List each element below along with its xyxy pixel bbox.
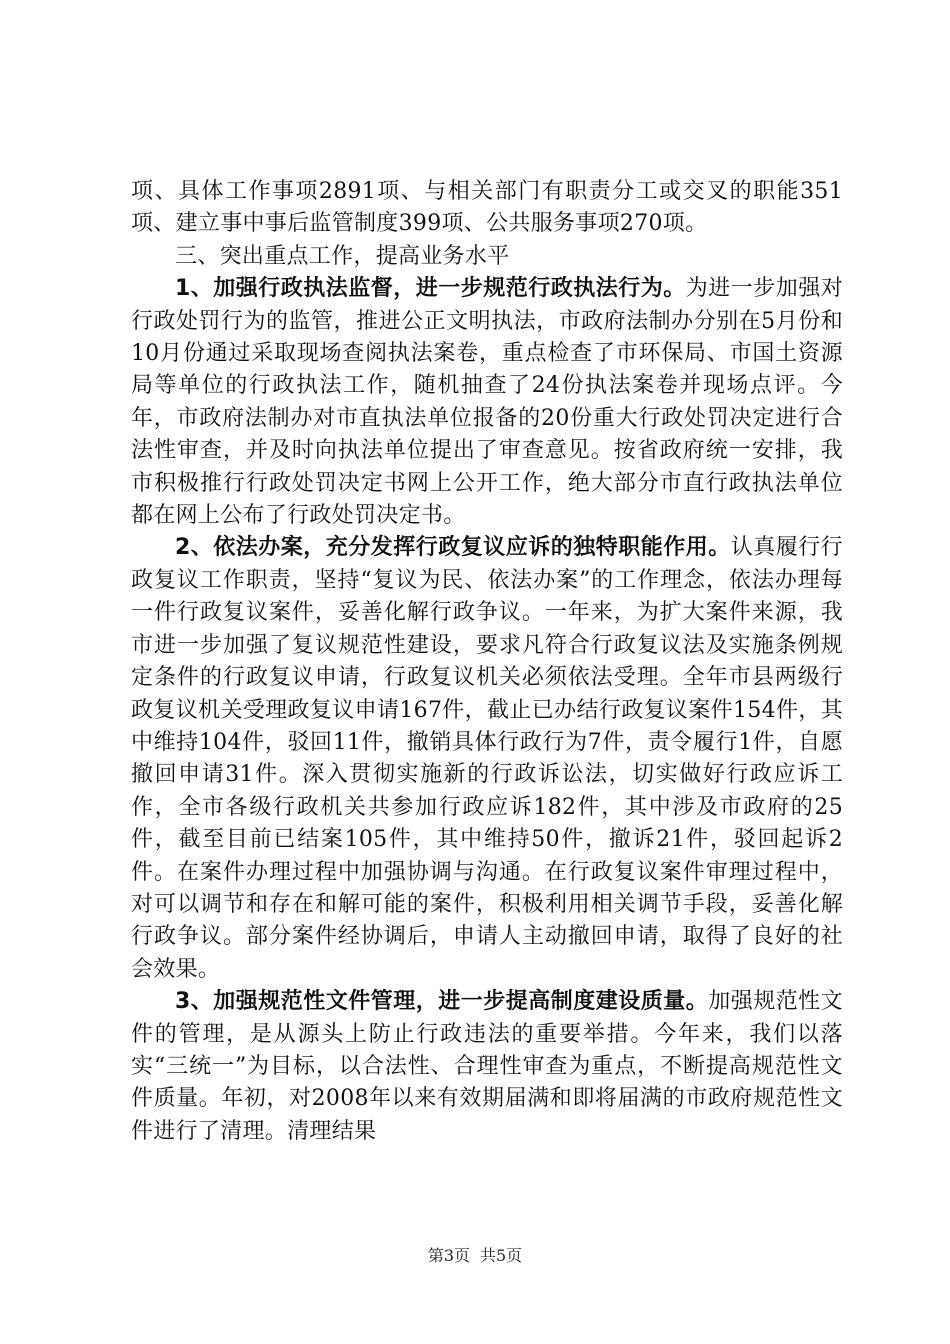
page-number: 第3页 [427, 1246, 470, 1265]
paragraph-lead: 2、依法办案，充分发挥行政复议应诉的独特职能作用。 [175, 535, 731, 561]
document-body [131, 176, 843, 1148]
paragraph-administrative-review [131, 532, 843, 986]
paragraph-enforcement-supervision [131, 273, 843, 532]
section-heading: 三、突出重点工作，提高业务水平 [175, 243, 510, 269]
paragraph-text: 加强规范性文件的管理，是从源头上防止行政违法的重要举措。今年来，我们以落实“三统一”为目标，以合法性、合理性审查为重点，不断提高规范性文件质量。年初，对2008年以来有效期届满和即将届满的市政府规范性文件进行了清理。清理结果 [131, 989, 843, 1144]
paragraph-continuation: 项、具体工作事项2891项、与相关部门有职责分工或交叉的职能351项、建立事中事后监管制度399项、公共服务事项270项。 [131, 179, 843, 237]
paragraph-lead: 1、加强行政执法监督，进一步规范行政执法行为。 [175, 276, 686, 302]
paragraph-text: 为进一步加强对行政处罚行为的监管，推进公正文明执法，市政府法制办分别在5月份和10月份通过采取现场查阅执法案卷，重点检查了市环保局、市国土资源局等单位的行政执法工作，随机抽查了24份执法案卷并现场点评。今年，市政府法制办对市直执法单位报备的20份重大行政处罚决定进行合法性审查，并及时向执法单位提出了审查意见。按省政府统一安排，我市积极推行行政处罚决定书网上公开工作，绝大部分市直行政执法单位都在网上公布了行政处罚决定书。 [131, 276, 843, 529]
page-footer [0, 1243, 950, 1266]
paragraph-normative-documents [131, 986, 843, 1148]
page-total: 共5页 [480, 1246, 523, 1265]
paragraph-lead: 3、加强规范性文件管理，进一步提高制度建设质量。 [175, 989, 709, 1015]
paragraph-text: 认真履行行政复议工作职责，坚持“复议为民、依法办案”的工作理念，依法办理每一件行政复议案件，妥善化解行政争议。一年来，为扩大案件来源，我市进一步加强了复议规范性建设，要求凡符合行政复议法及实施条例规定条件的行政复议申请，行政复议机关必须依法受理。全年市县两级行政复议机关受理政复议申请167件，截止已办结行政复议案件154件，其中维持104件，驳回11件，撤销具体行政行为7件，责令履行1件，自愿撤回申请31件。深入贯彻实施新的行政诉讼法，切实做好行政应诉工作，全市各级行政机关共参加行政应诉182件，其中涉及市政府的25件，截至目前已结案105件，其中维持50件，撤诉21件，驳回起诉2件。在案件办理过程中加强协调与沟通。在行政复议案件审理过程中，对可以调节和存在和解可能的案件，积极利用相关调节手段，妥善化解行政争议。部分案件经协调后，申请人主动撤回申请，取得了良好的社会效果。 [131, 535, 843, 982]
